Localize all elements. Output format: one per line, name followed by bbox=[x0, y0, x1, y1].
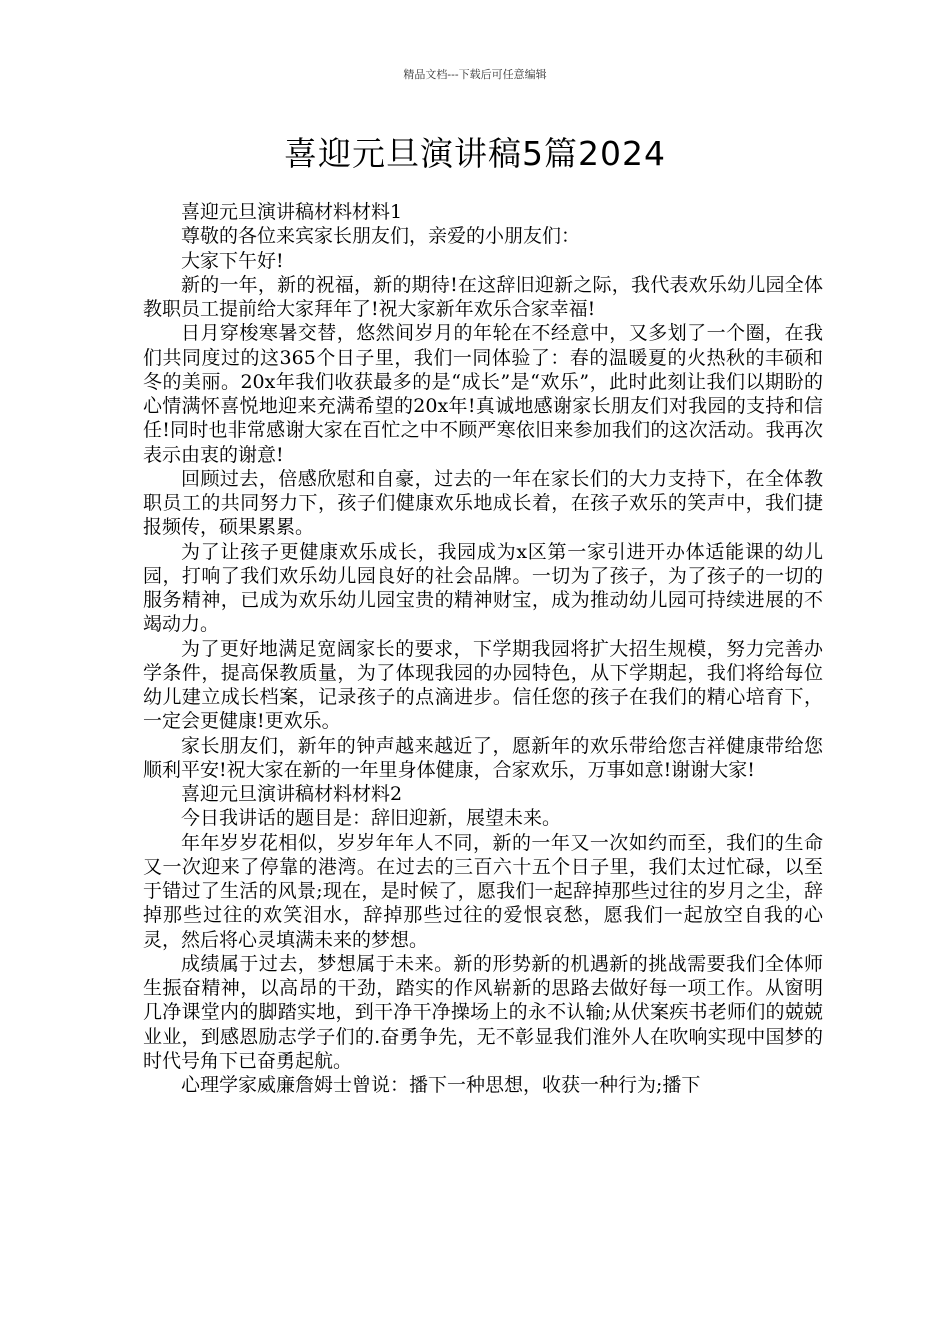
document-title: 喜迎元旦演讲稿5篇2024 bbox=[284, 134, 666, 173]
section-heading: 喜迎元旦演讲稿材料材料2 bbox=[181, 783, 403, 805]
paragraph: 回顾过去，倍感欣慰和自豪，过去的一年在家长们的大力支持下，在全体教职员工的共同努力下，孩子们健康欢乐地成长着，在孩子欢乐的笑声中，我们捷报频传，硕果累累。 bbox=[143, 467, 823, 539]
paragraph: 年年岁岁花相似，岁岁年年人不同，新的一年又一次如约而至，我们的生命又一次迎来了停靠的港湾。在过去的三百六十五个日子里，我们太过忙碌，以至于错过了生活的风景;现在，是时候了，愿我们一起辞掉那些过往的岁月之尘，辞掉那些过往的欢笑泪水，辞掉那些过往的爱恨哀愁，愿我们一起放空自我的心灵，然后将心灵填满未来的梦想。 bbox=[143, 831, 823, 951]
document-body bbox=[143, 200, 823, 1097]
paragraph: 家长朋友们，新年的钟声越来越近了，愿新年的欢乐带给您吉祥健康带给您顺利平安!祝大家在新的一年里身体健康，合家欢乐，万事如意!谢谢大家! bbox=[143, 734, 823, 781]
paragraph: 心理学家威廉詹姆士曾说：播下一种思想，收获一种行为;播下 bbox=[181, 1074, 701, 1096]
paragraph: 为了让孩子更健康欢乐成长，我园成为x区第一家引进开办体适能课的幼儿园，打响了我们欢乐幼儿园良好的社会品牌。一切为了孩子，为了孩子的一切的服务精神，已成为欢乐幼儿园宝贵的精神财宝，成为推动幼儿园可持续进展的不竭动力。 bbox=[143, 540, 823, 636]
paragraph: 今日我讲话的题目是：辞旧迎新，展望未来。 bbox=[181, 807, 562, 830]
paragraph: 尊敬的各位来宾家长朋友们，亲爱的小朋友们： bbox=[181, 225, 581, 248]
paragraph: 为了更好地满足宽阔家长的要求，下学期我园将扩大招生规模，努力完善办学条件，提高保教质量，为了体现我园的办园特色，从下学期起，我们将给每位幼儿建立成长档案，记录孩子的点滴进步。信任您的孩子在我们的精心培育下，一定会更健康!更欢乐。 bbox=[143, 637, 823, 733]
paragraph: 新的一年，新的祝福，新的期待!在这辞旧迎新之际，我代表欢乐幼儿园全体教职员工提前给大家拜年了!祝大家新年欢乐合家幸福! bbox=[143, 273, 823, 320]
paragraph: 大家下午好! bbox=[181, 249, 284, 272]
header-note: 精品文档---下载后可任意编辑 bbox=[403, 68, 547, 81]
paragraph: 成绩属于过去，梦想属于未来。新的形势新的机遇新的挑战需要我们全体师生振奋精神，以高昂的干劲，踏实的作风崭新的思路去做好每一项工作。从窗明几净课堂内的脚踏实地，到干净干净操场上的永不认输;从伏案疾书老师们的兢兢业业，到感恩励志学子们的.奋勇争先，无不彰显我们淮外人在吹响实现中国梦的时代号角下已奋勇起航。 bbox=[143, 952, 823, 1072]
section-heading: 喜迎元旦演讲稿材料材料1 bbox=[181, 201, 403, 223]
paragraph: 日月穿梭寒暑交替，悠然间岁月的年轮在不经意中，又多划了一个圈，在我们共同度过的这365个日子里，我们一同体验了：春的温暖夏的火热秋的丰硕和冬的美丽。20x年我们收获最多的是“成长”是“欢乐”，此时此刻让我们以期盼的心情满怀喜悦地迎来充满希望的20x年!真诚地感谢家长朋友们对我园的支持和信任!同时也非常感谢大家在百忙之中不顾严寒依旧来参加我们的这次活动。我再次表示由衷的谢意! bbox=[143, 322, 823, 466]
